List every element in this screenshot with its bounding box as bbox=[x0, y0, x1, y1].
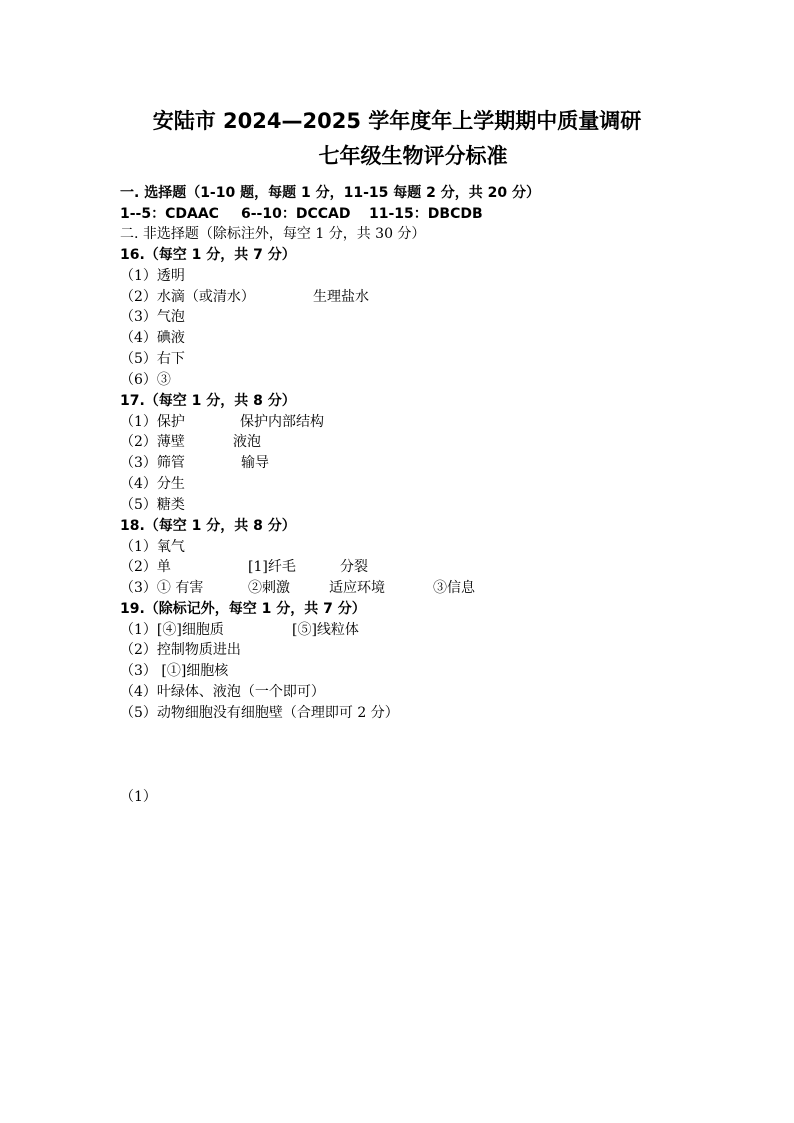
section1-heading: 一. 选择题（1-10 题，每题 1 分，11-15 每题 2 分，共 20 分） bbox=[120, 185, 540, 201]
q18-item-2-extra2: 分裂 bbox=[340, 559, 368, 575]
q16-item-3: （3）气泡 bbox=[120, 309, 185, 325]
q18-item-3-extra1: ②刺激 bbox=[248, 580, 290, 596]
document-subtitle: 七年级生物评分标准 bbox=[318, 144, 508, 168]
q19-item-1-label: （1）[④]细胞质 bbox=[120, 622, 224, 638]
q18-item-3-label: （3）① 有害 bbox=[120, 580, 204, 596]
q19-item-3: （3） [①]细胞核 bbox=[120, 663, 229, 679]
q17-item-1-extra: 保护内部结构 bbox=[240, 414, 324, 430]
q17-item-4: （4）分生 bbox=[120, 476, 185, 492]
q16-item-6: （6）③ bbox=[120, 372, 171, 388]
q17-item-3 bbox=[120, 454, 269, 472]
q19-item-5: （5）动物细胞没有细胞壁（合理即可 2 分） bbox=[120, 705, 399, 721]
q16-item-5: （5）右下 bbox=[120, 351, 185, 367]
q17-item-3-label: （3）筛管 bbox=[120, 455, 185, 471]
q19-heading: 19.（除标记外，每空 1 分，共 7 分） bbox=[120, 601, 366, 617]
q18-heading: 18.（每空 1 分，共 8 分） bbox=[120, 518, 296, 534]
q17-item-5: （5）糖类 bbox=[120, 497, 185, 513]
trailing-item: （1） bbox=[120, 789, 157, 805]
q18-item-3-extra2: 适应环境 bbox=[329, 580, 385, 596]
q17-item-2 bbox=[120, 433, 261, 451]
q19-item-2: （2）控制物质进出 bbox=[120, 642, 241, 658]
q18-item-2-label: （2）单 bbox=[120, 559, 171, 575]
q17-item-1-label: （1）保护 bbox=[120, 414, 185, 430]
q16-item-2-label: （2）水滴（或清水） bbox=[120, 289, 255, 305]
q16-heading: 16.（每空 1 分，共 7 分） bbox=[120, 247, 296, 263]
answer-6-10: 6--10：DCCAD bbox=[241, 206, 351, 222]
q19-item-1 bbox=[120, 621, 359, 639]
q18-item-3 bbox=[120, 579, 475, 597]
q18-item-1: （1）氧气 bbox=[120, 539, 185, 555]
answer-11-15: 11-15：DBCDB bbox=[369, 206, 483, 222]
q17-item-1 bbox=[120, 413, 324, 431]
q17-item-2-extra: 液泡 bbox=[233, 434, 261, 450]
q16-item-1: （1）透明 bbox=[120, 268, 185, 284]
q16-item-4: （4）碘液 bbox=[120, 330, 185, 346]
q18-item-3-extra3: ③信息 bbox=[433, 580, 475, 596]
section2-heading: 二. 非选择题（除标注外，每空 1 分，共 30 分） bbox=[120, 226, 426, 242]
q18-item-2 bbox=[120, 558, 368, 576]
answer-1-5: 1--5：CDAAC bbox=[120, 206, 219, 222]
q16-item-2-extra: 生理盐水 bbox=[313, 289, 369, 305]
q17-heading: 17.（每空 1 分，共 8 分） bbox=[120, 393, 296, 409]
document-title: 安陆市 2024—2025 学年度年上学期期中质量调研 bbox=[152, 109, 642, 133]
q16-item-2 bbox=[120, 288, 369, 306]
q17-item-2-label: （2）薄壁 bbox=[120, 434, 185, 450]
q17-item-3-extra: 输导 bbox=[241, 455, 269, 471]
q19-item-4: （4）叶绿体、液泡（一个即可） bbox=[120, 684, 325, 700]
q19-item-1-extra: [⑤]线粒体 bbox=[292, 622, 359, 638]
q18-item-2-extra1: [1]纤毛 bbox=[248, 559, 296, 575]
